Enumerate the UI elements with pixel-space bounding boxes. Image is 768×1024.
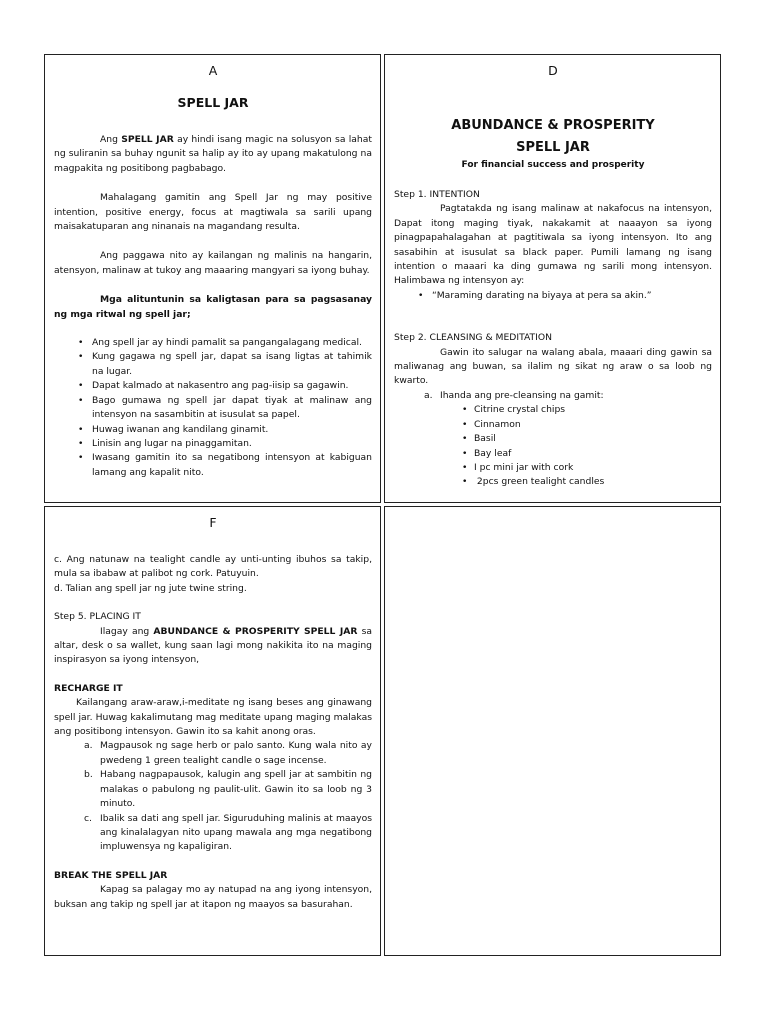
list-marker: a. bbox=[84, 740, 93, 752]
list-text: Magpausok ng sage herb or palo santo. Kung wala nito ay pwedeng 1 green tealight candle o sage incense. bbox=[100, 740, 372, 766]
panel-letter: D bbox=[548, 63, 558, 78]
step1-text: Pagtatakda ng isang malinaw at nakafocus na intensyon, Dapat itong maging tiyak, nakakamit at naaayon sa iyong pinagpapahalagahan at pagtitiwala sa iyong intensyon. Ito ang sasabihin at isusulat sa black paper. Pumili lamang ng isang intention o maaari ka ding gumawa ng sarili mong intensyon. Halimbawa ng intensyon ay: bbox=[394, 203, 712, 287]
panel-a bbox=[44, 54, 381, 503]
list-item: • Citrine crystal chips bbox=[474, 403, 712, 417]
recharge-list bbox=[54, 739, 372, 854]
step2-heading: Step 2. CLEANSING & MEDITATION bbox=[394, 332, 552, 344]
list-item: • Ang spell jar ay hindi pamalit sa pangangalagang medical. bbox=[92, 336, 372, 350]
list-item: • I pc mini jar with cork bbox=[474, 461, 712, 475]
list-item: • Cinnamon bbox=[474, 418, 712, 432]
paragraph-requirements: Ang paggawa nito ay kailangan ng malinis na hangarin, atensyon, malinaw at tukoy ang maaaring mangyari sa iyong buhay. bbox=[54, 250, 372, 276]
list-item: • Bay leaf bbox=[474, 447, 712, 461]
panel-f bbox=[44, 506, 381, 956]
paragraph-purpose: Mahalagang gamitin ang Spell Jar ng may positive intention, positive energy, focus at magtiwala sa sarili upang maisakatuparan ang ninanais na magandang resulta. bbox=[54, 192, 372, 233]
step5-text: Ilagay ang ABUNDANCE & PROSPERITY SPELL JAR sa altar, desk o sa wallet, kung saan lagi mong nakikita ito na maging inspirasyon sa iyong intensyon, bbox=[54, 625, 372, 666]
safety-heading: Mga alituntunin sa kaligtasan para sa pagsasanay ng mga ritwal ng spell jar; bbox=[54, 294, 372, 320]
list-text: Habang nagpapausok, kalugin ang spell jar at sambitin ng malakas o pabulong ng paulit-ulit. Gawin ito sa loob ng 3 minuto. bbox=[100, 769, 372, 810]
panel-letter: F bbox=[209, 515, 217, 530]
recharge-heading: RECHARGE IT bbox=[54, 682, 123, 694]
step1-example-list bbox=[394, 289, 712, 303]
list-item: a. Ihanda ang pre-cleansing na gamit: bbox=[424, 389, 604, 401]
step2-list bbox=[394, 389, 712, 403]
panel-empty bbox=[384, 506, 721, 956]
list-item: • Bago gumawa ng spell jar dapat tiyak at malinaw ang intensyon na sasambitin at isusulat sa papel. bbox=[92, 394, 372, 423]
materials-list bbox=[394, 403, 712, 489]
step1-heading: Step 1. INTENTION bbox=[394, 189, 480, 200]
step5-heading: Step 5. PLACING IT bbox=[54, 611, 141, 623]
list-item: • Iwasang gamitin ito sa negatibong intensyon at kabiguan lamang ang kapalit nito. bbox=[92, 451, 372, 480]
list-item bbox=[84, 768, 372, 811]
page-title-line1: ABUNDANCE & PROSPERITY bbox=[451, 118, 655, 133]
list-item bbox=[84, 739, 372, 768]
list-item: • Dapat kalmado at nakasentro ang pag-iisip sa gagawin. bbox=[92, 379, 372, 393]
subtitle: For financial success and prosperity bbox=[461, 160, 645, 170]
list-item: • Huwag iwanan ang kandilang ginamit. bbox=[92, 423, 372, 437]
panel-letter: A bbox=[208, 63, 218, 78]
list-item: • Linisin ang lugar na pinaggamitan. bbox=[92, 437, 372, 451]
list-item: • “Maraming darating na biyaya at pera sa akin.” bbox=[432, 289, 712, 303]
list-item: • Basil bbox=[474, 432, 712, 446]
safety-list bbox=[54, 336, 372, 480]
list-marker: b. bbox=[84, 769, 93, 781]
page-title: SPELL JAR bbox=[177, 95, 249, 110]
item-c: c. Ang natunaw na tealight candle ay unti-unting ibuhos sa takip, mula sa ibabaw at palibot ng cork. Patuyuin. bbox=[54, 554, 372, 580]
list-marker: c. bbox=[84, 812, 92, 824]
item-d: d. Talian ang spell jar ng jute twine string. bbox=[54, 582, 247, 594]
page-title-line2: SPELL JAR bbox=[516, 140, 590, 155]
list-text: Ibalik sa dati ang spell jar. Siguruduhing malinis at maayos ang kinalalagyan nito upang mawala ang mga negatibong impluwensya ng kapaligiran. bbox=[100, 812, 372, 853]
break-heading: BREAK THE SPELL JAR bbox=[54, 869, 168, 881]
intro-paragraph: Ang SPELL JAR ay hindi isang magic na solusyon sa lahat ng suliranin sa buhay ngunit sa halip ay ito ay upang makatulong na magpakita ng positibong pagbabago. bbox=[54, 134, 372, 174]
step2-text: Gawin ito salugar na walang abala, maaari ding gawin sa maliwanag ang buwan, sa ilalim ng sikat ng araw o sa loob ng kwarto. bbox=[394, 346, 712, 387]
break-text: Kapag sa palagay mo ay natupad na ang iyong intensyon, buksan ang takip ng spell jar at itapon ng maayos sa basurahan. bbox=[54, 884, 372, 910]
panel-d bbox=[384, 54, 721, 503]
list-item: • Kung gagawa ng spell jar, dapat sa isang ligtas at tahimik na lugar. bbox=[92, 350, 372, 379]
recharge-text: Kailangang araw-araw,i-meditate ng isang beses ang ginawang spell jar. Huwag kakalimutang mag meditate upang maging malakas ang positibong intensyon. Gawin ito sa kahit anong oras. bbox=[54, 697, 372, 738]
list-item bbox=[84, 812, 372, 855]
list-item: • 2pcs green tealight candles bbox=[474, 475, 712, 489]
